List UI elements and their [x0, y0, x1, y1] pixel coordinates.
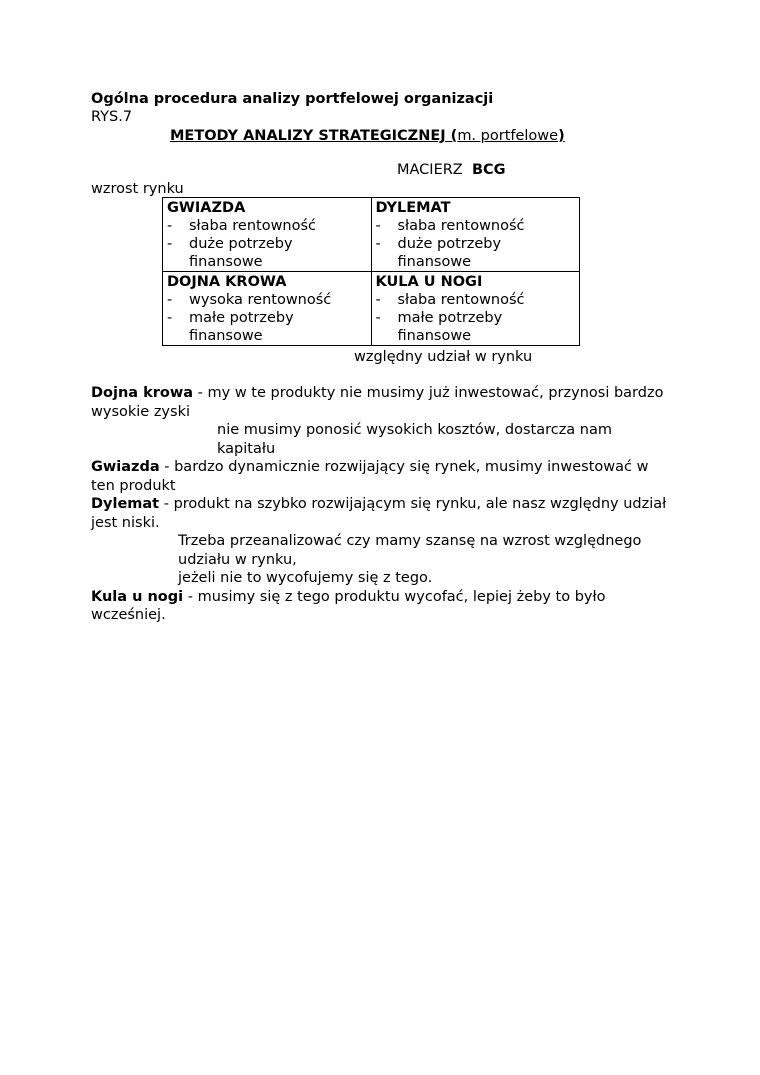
bullet-dash: - [167, 218, 173, 234]
term-dojna-krowa: Dojna krowa [91, 385, 194, 401]
document-title: Ogólna procedura analizy portfelowej organizacji [91, 91, 494, 107]
matrix-title-prefix: MACIERZ [397, 162, 472, 178]
desc-text: - produkt na szybko rozwijającym się rynku, ale nasz względny udział jest niski. [91, 496, 667, 531]
bullet-item [167, 235, 367, 271]
desc-dylemat [91, 495, 671, 532]
cell-title: GWIAZDA [167, 200, 246, 216]
bullet-item [376, 217, 576, 235]
x-axis-label: względny udział w rynku [354, 349, 533, 365]
cell-title: DOJNA KROWA [167, 274, 287, 290]
desc-text: - bardzo dynamicznie rozwijający się rynek, musimy inwestować w ten produkt [91, 459, 649, 494]
y-axis-label: wzrost rynku [91, 181, 184, 197]
section-title [170, 127, 565, 145]
matrix-title [397, 161, 506, 179]
bullet-dash: - [167, 236, 173, 252]
matrix-row-top [163, 198, 580, 272]
desc-kula-u-nogi [91, 588, 671, 625]
bullet-text: duże potrzeby finansowe [189, 236, 293, 270]
bullet-dash: - [375, 218, 381, 234]
cell-kula-u-nogi [371, 272, 580, 346]
term-gwiazda: Gwiazda [91, 459, 160, 475]
section-title-close: ) [558, 128, 565, 144]
cell-dojna-krowa [163, 272, 372, 346]
bullet-item [376, 291, 576, 309]
bullet-item [167, 291, 367, 309]
term-kula-u-nogi: Kula u nogi [91, 588, 184, 605]
cell-gwiazda [163, 198, 372, 272]
section-title-main: METODY ANALIZY STRATEGICZNEJ ( [170, 128, 458, 144]
bullet-text: słaba rentowność [397, 218, 525, 234]
cell-title: DYLEMAT [375, 200, 451, 216]
matrix-row-bottom [163, 272, 580, 346]
desc-dylemat-cont: Trzeba przeanalizować czy mamy szansę na wzrost względnego udziału w rynku, [178, 533, 642, 568]
bullet-text: słaba rentowność [189, 218, 317, 234]
bullet-dash: - [167, 292, 173, 308]
bullet-item [167, 309, 367, 345]
bullet-text: wysoka rentowność [189, 292, 332, 308]
bullet-dash: - [375, 310, 381, 326]
desc-text: - musimy się z tego produktu wycofać, lepiej żeby to było wcześniej. [91, 588, 606, 623]
bcg-matrix [162, 197, 580, 346]
descriptions [91, 384, 671, 625]
desc-gwiazda [91, 458, 671, 495]
desc-dylemat-cont2: jeżeli nie to wycofujemy się z tego. [178, 570, 433, 586]
bullet-text: słaba rentowność [397, 292, 525, 308]
bullet-text: duże potrzeby finansowe [397, 236, 502, 270]
term-dylemat: Dylemat [91, 496, 160, 512]
bullet-dash: - [375, 292, 381, 308]
desc-text: - my w te produkty nie musimy już inwestować, przynosi bardzo wysokie zyski [91, 385, 664, 420]
matrix-title-bold: BCG [471, 162, 506, 178]
bullet-dash: - [167, 310, 173, 326]
bullet-text: małe potrzeby finansowe [397, 310, 503, 344]
figure-label: RYS.7 [91, 109, 133, 125]
bullet-item [167, 217, 367, 235]
desc-dojna-krowa [91, 384, 671, 421]
cell-dylemat [371, 198, 580, 272]
bullet-dash: - [375, 236, 381, 252]
bullet-item [376, 309, 576, 345]
bullet-text: małe potrzeby finansowe [189, 310, 294, 344]
bullet-item [376, 235, 576, 271]
desc-dojna-krowa-cont: nie musimy ponosić wysokich kosztów, dostarcza nam kapitału [217, 422, 612, 457]
section-title-sub: m. portfelowe [457, 128, 559, 144]
cell-title: KULA U NOGI [375, 274, 483, 290]
